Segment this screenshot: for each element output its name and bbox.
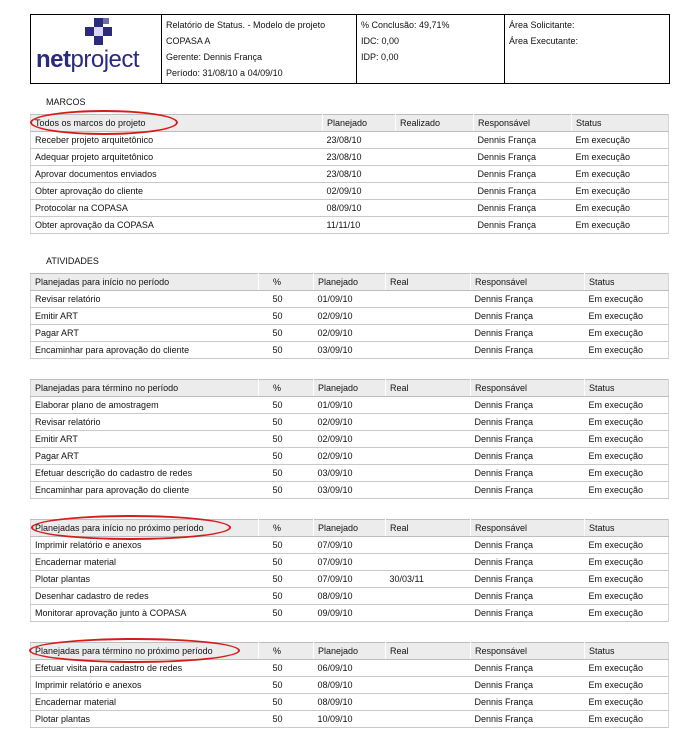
table-row xyxy=(31,183,669,200)
table-cell xyxy=(386,325,471,342)
table-cell: Dennis França xyxy=(471,397,585,414)
table-cell: 02/09/10 xyxy=(314,431,386,448)
table-cell: 10/09/10 xyxy=(314,711,386,728)
table-cell: Adequar projeto arquitetônico xyxy=(31,149,323,166)
table-cell xyxy=(386,342,471,359)
report-header xyxy=(30,14,670,84)
table-cell: Dennis França xyxy=(474,200,572,217)
column-header: Real xyxy=(386,274,471,291)
table-row xyxy=(31,166,669,183)
table-cell: Encadernar material xyxy=(31,554,259,571)
table-cell: Dennis França xyxy=(471,694,585,711)
table-cell xyxy=(386,605,471,622)
table-cell: 23/08/10 xyxy=(323,166,396,183)
table-cell: Plotar plantas xyxy=(31,711,259,728)
logo-wordmark: netproject xyxy=(36,46,140,73)
table-cell: Emitir ART xyxy=(31,431,259,448)
table-cell: Dennis França xyxy=(474,183,572,200)
table-cell xyxy=(396,217,474,234)
table-cell: 01/09/10 xyxy=(314,397,386,414)
column-header: Planejado xyxy=(314,274,386,291)
manager-name: Gerente: Dennis França xyxy=(166,52,263,62)
table-cell: Protocolar na COPASA xyxy=(31,200,323,217)
table-cell: Em execução xyxy=(585,571,669,588)
table-cell: Em execução xyxy=(585,431,669,448)
table-cell: 50 xyxy=(259,482,314,499)
table-cell xyxy=(386,694,471,711)
table-cell: Em execução xyxy=(585,588,669,605)
column-header: Responsável xyxy=(471,274,585,291)
table-cell xyxy=(386,431,471,448)
table-cell: 07/09/10 xyxy=(314,571,386,588)
table-cell xyxy=(386,660,471,677)
table-cell xyxy=(396,132,474,149)
table-cell: Desenhar cadastro de redes xyxy=(31,588,259,605)
table-cell xyxy=(386,291,471,308)
table-cell: Em execução xyxy=(585,711,669,728)
table-cell: 08/09/10 xyxy=(323,200,396,217)
column-header: Real xyxy=(386,380,471,397)
table-row xyxy=(31,414,669,431)
table-cell: Dennis França xyxy=(471,414,585,431)
table-cell: 02/09/10 xyxy=(314,448,386,465)
column-header: Todos os marcos do projeto xyxy=(31,115,323,132)
table-cell xyxy=(386,308,471,325)
column-header: Responsável xyxy=(474,115,572,132)
table-cell: Revisar relatório xyxy=(31,414,259,431)
activities-table-end-period xyxy=(30,379,669,499)
idc-value: IDC: 0,00 xyxy=(361,36,400,46)
table-cell: Em execução xyxy=(572,200,669,217)
table-cell xyxy=(386,711,471,728)
table-cell: Dennis França xyxy=(471,342,585,359)
table-cell: 02/09/10 xyxy=(314,325,386,342)
table-cell: Encadernar material xyxy=(31,694,259,711)
table-cell xyxy=(386,397,471,414)
table-cell: Monitorar aprovação junto à COPASA xyxy=(31,605,259,622)
table-cell: Em execução xyxy=(572,217,669,234)
table-cell xyxy=(386,537,471,554)
table-cell: 07/09/10 xyxy=(314,537,386,554)
column-header: Planejadas para início no próximo período xyxy=(31,520,259,537)
metrics-cell xyxy=(356,15,504,83)
table-cell: 50 xyxy=(259,414,314,431)
table-cell: Em execução xyxy=(585,605,669,622)
requesting-area: Área Solicitante: xyxy=(509,20,575,30)
table-cell: Em execução xyxy=(585,554,669,571)
table-row xyxy=(31,448,669,465)
table-row xyxy=(31,465,669,482)
report-title: Relatório de Status. - Modelo de projeto xyxy=(166,20,326,30)
table-cell: 50 xyxy=(259,554,314,571)
table-cell: Em execução xyxy=(585,465,669,482)
table-cell: Em execução xyxy=(585,291,669,308)
table-cell: Dennis França xyxy=(471,677,585,694)
column-header: % xyxy=(259,643,314,660)
table-cell: 03/09/10 xyxy=(314,465,386,482)
table-cell xyxy=(386,482,471,499)
table-cell xyxy=(386,588,471,605)
table-cell: Em execução xyxy=(585,482,669,499)
report-period: Período: 31/08/10 a 04/09/10 xyxy=(166,68,283,78)
table-cell: Em execução xyxy=(585,448,669,465)
highlight-ellipse-marcos xyxy=(30,110,178,135)
highlight-ellipse-end-next xyxy=(29,638,240,663)
table-row xyxy=(31,149,669,166)
table-cell: Dennis França xyxy=(471,325,585,342)
table-cell: 02/09/10 xyxy=(323,183,396,200)
column-header: Real xyxy=(386,643,471,660)
column-header: Responsável xyxy=(471,643,585,660)
highlight-ellipse-start-next xyxy=(31,515,231,540)
netproject-logo xyxy=(31,15,161,83)
table-cell: Dennis França xyxy=(471,660,585,677)
table-cell: Dennis França xyxy=(471,465,585,482)
table-cell: Em execução xyxy=(585,694,669,711)
table-row xyxy=(31,308,669,325)
column-header: Planejadas para término no próximo período xyxy=(31,643,259,660)
table-cell xyxy=(386,448,471,465)
table-cell: Receber projeto arquitetônico xyxy=(31,132,323,149)
table-cell: 50 xyxy=(259,465,314,482)
column-header: Planejadas para término no período xyxy=(31,380,259,397)
table-cell: Dennis França xyxy=(471,308,585,325)
table-cell xyxy=(396,183,474,200)
column-header: Planejado xyxy=(314,520,386,537)
table-cell: Em execução xyxy=(585,660,669,677)
table-cell xyxy=(386,677,471,694)
table-row xyxy=(31,694,669,711)
table-row xyxy=(31,397,669,414)
table-cell: 50 xyxy=(259,660,314,677)
column-header: Planejado xyxy=(314,643,386,660)
table-cell: 08/09/10 xyxy=(314,694,386,711)
table-cell: 23/08/10 xyxy=(323,132,396,149)
table-cell: Aprovar documentos enviados xyxy=(31,166,323,183)
table-cell: 06/09/10 xyxy=(314,660,386,677)
idp-value: IDP: 0,00 xyxy=(361,52,399,62)
table-cell: 30/03/11 xyxy=(386,571,471,588)
table-cell: 03/09/10 xyxy=(314,482,386,499)
column-header: Status xyxy=(572,115,669,132)
table-row xyxy=(31,291,669,308)
table-row xyxy=(31,482,669,499)
column-header: Status xyxy=(585,520,669,537)
column-header: % xyxy=(259,380,314,397)
atividades-title: ATIVIDADES xyxy=(46,256,99,266)
table-cell xyxy=(386,465,471,482)
table-cell: Em execução xyxy=(585,308,669,325)
table-cell: 07/09/10 xyxy=(314,554,386,571)
table-cell xyxy=(386,554,471,571)
table-cell: 02/09/10 xyxy=(314,414,386,431)
table-cell xyxy=(396,200,474,217)
table-row xyxy=(31,325,669,342)
table-cell: 11/11/10 xyxy=(323,217,396,234)
table-cell: Dennis França xyxy=(474,149,572,166)
table-cell: Em execução xyxy=(585,397,669,414)
column-header: % xyxy=(259,274,314,291)
table-cell: 01/09/10 xyxy=(314,291,386,308)
table-cell: 50 xyxy=(259,342,314,359)
column-header: Planejado xyxy=(323,115,396,132)
table-cell: Dennis França xyxy=(471,588,585,605)
completion-percent: % Conclusão: 49,71% xyxy=(361,20,450,30)
table-cell: 50 xyxy=(259,588,314,605)
table-cell: Dennis França xyxy=(471,537,585,554)
logo-cross-icon xyxy=(83,18,117,48)
table-cell: 50 xyxy=(259,711,314,728)
table-cell: 50 xyxy=(259,291,314,308)
table-cell: 50 xyxy=(259,537,314,554)
table-cell: 09/09/10 xyxy=(314,605,386,622)
table-row xyxy=(31,677,669,694)
table-cell: Encaminhar para aprovação do cliente xyxy=(31,482,259,499)
table-cell: Dennis França xyxy=(471,482,585,499)
areas-cell xyxy=(504,15,669,83)
executing-area: Área Executante: xyxy=(509,36,579,46)
table-cell: Obter aprovação do cliente xyxy=(31,183,323,200)
table-cell: 50 xyxy=(259,308,314,325)
table-row xyxy=(31,554,669,571)
table-cell: Dennis França xyxy=(471,605,585,622)
table-row xyxy=(31,588,669,605)
table-cell: Em execução xyxy=(572,183,669,200)
report-info-cell xyxy=(161,15,356,83)
table-cell xyxy=(396,149,474,166)
table-cell: 08/09/10 xyxy=(314,677,386,694)
table-cell: Dennis França xyxy=(474,132,572,149)
table-cell: Pagar ART xyxy=(31,325,259,342)
table-cell: 50 xyxy=(259,694,314,711)
table-row xyxy=(31,605,669,622)
table-cell: 23/08/10 xyxy=(323,149,396,166)
table-cell: 50 xyxy=(259,325,314,342)
table-cell: Obter aprovação da COPASA xyxy=(31,217,323,234)
table-cell: Dennis França xyxy=(474,217,572,234)
table-cell: Em execução xyxy=(572,132,669,149)
table-cell: Revisar relatório xyxy=(31,291,259,308)
table-cell: 50 xyxy=(259,397,314,414)
table-cell: Pagar ART xyxy=(31,448,259,465)
table-cell: 08/09/10 xyxy=(314,588,386,605)
table-cell xyxy=(386,414,471,431)
table-cell: Plotar plantas xyxy=(31,571,259,588)
table-cell: Dennis França xyxy=(471,554,585,571)
table-cell: Dennis França xyxy=(471,571,585,588)
table-cell: Em execução xyxy=(585,537,669,554)
column-header: Realizado xyxy=(396,115,474,132)
table-cell: Imprimir relatório e anexos xyxy=(31,537,259,554)
table-cell: Efetuar descrição do cadastro de redes xyxy=(31,465,259,482)
table-cell: Encaminhar para aprovação do cliente xyxy=(31,342,259,359)
table-row xyxy=(31,200,669,217)
table-cell: Dennis França xyxy=(471,711,585,728)
table-row xyxy=(31,217,669,234)
table-cell: 50 xyxy=(259,448,314,465)
table-cell: Dennis França xyxy=(471,431,585,448)
table-cell: Imprimir relatório e anexos xyxy=(31,677,259,694)
table-cell: Em execução xyxy=(585,414,669,431)
table-cell: 50 xyxy=(259,677,314,694)
project-name: COPASA A xyxy=(166,36,211,46)
marcos-title: MARCOS xyxy=(46,97,86,107)
table-cell: Dennis França xyxy=(474,166,572,183)
column-header: Status xyxy=(585,380,669,397)
column-header: Status xyxy=(585,643,669,660)
column-header: Planejado xyxy=(314,380,386,397)
table-cell: 02/09/10 xyxy=(314,308,386,325)
table-cell: 50 xyxy=(259,431,314,448)
table-row xyxy=(31,571,669,588)
table-cell: Emitir ART xyxy=(31,308,259,325)
column-header: % xyxy=(259,520,314,537)
table-cell: Elaborar plano de amostragem xyxy=(31,397,259,414)
table-row xyxy=(31,431,669,448)
table-cell: 03/09/10 xyxy=(314,342,386,359)
table-row xyxy=(31,342,669,359)
table-cell: Efetuar visita para cadastro de redes xyxy=(31,660,259,677)
table-cell: Em execução xyxy=(572,166,669,183)
table-cell: Em execução xyxy=(572,149,669,166)
table-cell: Em execução xyxy=(585,342,669,359)
table-cell xyxy=(396,166,474,183)
table-row xyxy=(31,711,669,728)
table-cell: Dennis França xyxy=(471,291,585,308)
column-header: Planejadas para início no período xyxy=(31,274,259,291)
table-cell: Em execução xyxy=(585,325,669,342)
column-header: Responsável xyxy=(471,380,585,397)
table-cell: 50 xyxy=(259,571,314,588)
table-cell: Dennis França xyxy=(471,448,585,465)
table-cell: Em execução xyxy=(585,677,669,694)
column-header: Status xyxy=(585,274,669,291)
table-cell: 50 xyxy=(259,605,314,622)
column-header: Responsável xyxy=(471,520,585,537)
activities-table-start-period xyxy=(30,273,669,359)
column-header: Real xyxy=(386,520,471,537)
